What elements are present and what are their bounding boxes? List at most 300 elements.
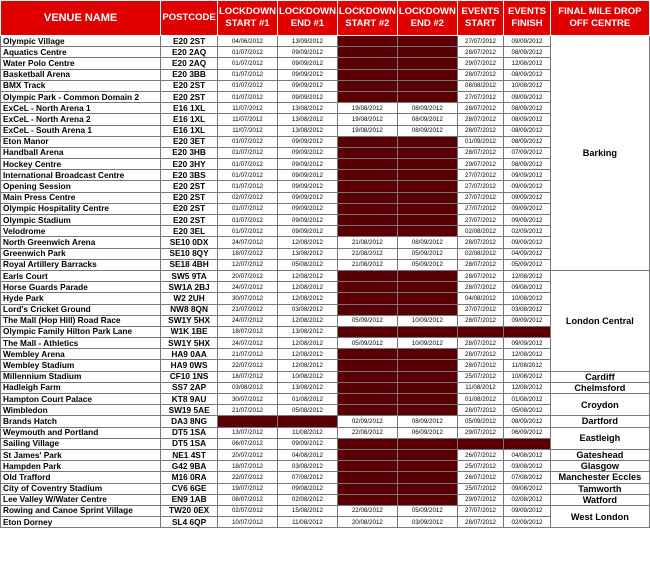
lockdown-start-2-cell: [337, 215, 397, 226]
lockdown-end-2-cell: [397, 282, 457, 293]
venue-cell: Hampden Park: [1, 461, 161, 472]
events-start-cell: 25/07/2012: [457, 371, 504, 382]
header-lockdown-start-2: LOCKDOWN START #2: [337, 1, 397, 36]
lockdown-end-2-cell: [397, 203, 457, 214]
lockdown-end-1-cell: 05/08/2012: [277, 405, 337, 416]
lockdown-end-1-cell: 09/09/2012: [277, 203, 337, 214]
venue-cell: Wembley Stadium: [1, 360, 161, 371]
venue-cell: Hampton Court Palace: [1, 394, 161, 405]
lockdown-start-1-cell: 19/07/2012: [218, 483, 278, 494]
events-finish-cell: 09/09/2012: [504, 192, 551, 203]
lockdown-end-1-cell: 13/08/2012: [277, 326, 337, 337]
events-finish-cell: 09/09/2012: [504, 36, 551, 47]
lockdown-start-1-cell: 13/07/2012: [218, 427, 278, 438]
lockdown-start-1-cell: 22/07/2012: [218, 360, 278, 371]
lockdown-end-1-cell: 13/08/2012: [277, 125, 337, 136]
events-finish-cell: 08/09/2012: [504, 47, 551, 58]
lockdown-end-2-cell: [397, 91, 457, 102]
lockdown-end-2-cell: [397, 181, 457, 192]
lockdown-start-1-cell: 24/07/2012: [218, 338, 278, 349]
lockdown-start-1-cell: 10/07/2012: [218, 517, 278, 528]
events-start-cell: 25/07/2012: [457, 461, 504, 472]
lockdown-start-2-cell: [337, 304, 397, 315]
events-start-cell: 28/07/2012: [457, 405, 504, 416]
postcode-cell: KT8 9AU: [161, 394, 218, 405]
venue-cell: Olympic Park - Common Domain 2: [1, 91, 161, 102]
events-start-cell: 29/07/2012: [457, 159, 504, 170]
lockdown-end-2-cell: 03/09/2012: [397, 517, 457, 528]
events-start-cell: 01/09/2012: [457, 136, 504, 147]
lockdown-end-1-cell: 13/08/2012: [277, 114, 337, 125]
lockdown-start-1-cell: 11/07/2012: [218, 114, 278, 125]
lockdown-start-1-cell: 01/07/2012: [218, 170, 278, 181]
lockdown-end-2-cell: [397, 170, 457, 181]
table-row: [1, 505, 650, 516]
venue-cell: Water Polo Centre: [1, 58, 161, 69]
header-events-finish: EVENTS FINISH: [504, 1, 551, 36]
events-finish-cell: 01/08/2012: [504, 394, 551, 405]
venue-cell: Eton Dorney: [1, 517, 161, 528]
events-start-cell: 27/07/2012: [457, 192, 504, 203]
lockdown-end-1-cell: 09/09/2012: [277, 147, 337, 158]
lockdown-end-2-cell: 10/09/2012: [397, 338, 457, 349]
lockdown-start-1-cell: 02/07/2012: [218, 505, 278, 516]
events-finish-cell: 09/09/2012: [504, 505, 551, 516]
venue-cell: Rowing and Canoe Sprint Village: [1, 505, 161, 516]
events-start-cell: 28/07/2012: [457, 349, 504, 360]
lockdown-end-2-cell: [397, 394, 457, 405]
postcode-cell: SW1A 2BJ: [161, 282, 218, 293]
lockdown-start-2-cell: 22/08/2012: [337, 427, 397, 438]
venue-cell: North Greenwich Arena: [1, 237, 161, 248]
lockdown-start-2-cell: [337, 47, 397, 58]
events-start-cell: 27/07/2012: [457, 203, 504, 214]
events-start-cell: 02/08/2012: [457, 226, 504, 237]
events-start-cell: 28/07/2012: [457, 282, 504, 293]
postcode-cell: W2 2UH: [161, 293, 218, 304]
events-finish-cell: 09/09/2012: [504, 237, 551, 248]
lockdown-start-1-cell: 21/07/2012: [218, 349, 278, 360]
postcode-cell: E20 2ST: [161, 36, 218, 47]
lockdown-start-2-cell: [337, 349, 397, 360]
lockdown-end-1-cell: 09/09/2012: [277, 215, 337, 226]
drop-off-centre-cell: London Central: [550, 270, 649, 371]
lockdown-end-2-cell: [397, 304, 457, 315]
lockdown-start-1-cell: 01/07/2012: [218, 181, 278, 192]
lockdown-end-1-cell: 04/08/2012: [277, 449, 337, 460]
events-start-cell: 28/07/2012: [457, 270, 504, 281]
lockdown-start-2-cell: [337, 147, 397, 158]
lockdown-start-2-cell: [337, 438, 397, 449]
lockdown-end-2-cell: [397, 405, 457, 416]
venue-cell: Wimbledon: [1, 405, 161, 416]
table-row: [1, 36, 650, 47]
events-finish-cell: 08/09/2012: [504, 136, 551, 147]
events-finish-cell: 11/08/2012: [504, 360, 551, 371]
drop-off-centre-cell: West London: [550, 505, 649, 527]
lockdown-start-1-cell: 01/07/2012: [218, 226, 278, 237]
lockdown-end-1-cell: 13/08/2012: [277, 103, 337, 114]
lockdown-end-2-cell: [397, 36, 457, 47]
venue-cell: Wembley Arena: [1, 349, 161, 360]
events-start-cell: 08/08/2012: [457, 80, 504, 91]
events-finish-cell: 10/08/2012: [504, 371, 551, 382]
events-finish-cell: 09/09/2012: [504, 315, 551, 326]
events-finish-cell: 09/08/2012: [504, 483, 551, 494]
lockdown-start-2-cell: [337, 181, 397, 192]
lockdown-start-2-cell: 19/08/2012: [337, 114, 397, 125]
postcode-cell: E20 3ET: [161, 136, 218, 147]
lockdown-start-2-cell: [337, 494, 397, 505]
events-finish-cell: 09/09/2012: [504, 338, 551, 349]
lockdown-start-2-cell: [337, 360, 397, 371]
events-finish-cell: 08/09/2012: [504, 125, 551, 136]
lockdown-end-1-cell: 09/09/2012: [277, 91, 337, 102]
lockdown-start-1-cell: 06/07/2012: [218, 438, 278, 449]
venue-cell: St James' Park: [1, 449, 161, 460]
postcode-cell: SS7 2AP: [161, 382, 218, 393]
table-row: [1, 483, 650, 494]
postcode-cell: DT5 1SA: [161, 438, 218, 449]
drop-off-centre-cell: Barking: [550, 36, 649, 271]
events-finish-cell: 02/09/2012: [504, 226, 551, 237]
lockdown-start-1-cell: 21/07/2012: [218, 405, 278, 416]
drop-off-centre-cell: Tamworth: [550, 483, 649, 494]
table-row: [1, 494, 650, 505]
events-start-cell: 28/07/2012: [457, 259, 504, 270]
lockdown-end-1-cell: 09/08/2012: [277, 483, 337, 494]
events-start-cell: 05/09/2012: [457, 416, 504, 427]
events-start-cell: 27/07/2012: [457, 215, 504, 226]
postcode-cell: G42 9BA: [161, 461, 218, 472]
drop-off-centre-cell: Eastleigh: [550, 427, 649, 449]
lockdown-end-1-cell: 07/08/2012: [277, 472, 337, 483]
events-start-cell: 28/07/2012: [457, 360, 504, 371]
postcode-cell: SW1Y 5HX: [161, 315, 218, 326]
venue-cell: Hyde Park: [1, 293, 161, 304]
events-finish-cell: 09/09/2012: [504, 215, 551, 226]
drop-off-centre-cell: Manchester Eccles: [550, 472, 649, 483]
lockdown-start-1-cell: 01/07/2012: [218, 58, 278, 69]
lockdown-start-1-cell: 24/07/2012: [218, 282, 278, 293]
postcode-cell: SE18 4BH: [161, 259, 218, 270]
table-row: [1, 394, 650, 405]
events-start-cell: 28/07/2012: [457, 237, 504, 248]
events-finish-cell: 06/09/2012: [504, 427, 551, 438]
events-start-cell: 29/07/2012: [457, 427, 504, 438]
lockdown-end-2-cell: [397, 80, 457, 91]
venue-cell: Old Trafford: [1, 472, 161, 483]
venue-cell: Brands Hatch: [1, 416, 161, 427]
events-start-cell: 28/07/2012: [457, 114, 504, 125]
events-finish-cell: 03/08/2012: [504, 461, 551, 472]
lockdown-start-1-cell: 02/07/2012: [218, 192, 278, 203]
postcode-cell: DT5 1SA: [161, 427, 218, 438]
events-finish-cell: 12/08/2012: [504, 382, 551, 393]
lockdown-start-2-cell: [337, 326, 397, 337]
lockdown-end-1-cell: 09/09/2012: [277, 69, 337, 80]
postcode-cell: SE10 8QY: [161, 248, 218, 259]
venue-cell: Lord's Cricket Ground: [1, 304, 161, 315]
postcode-cell: E20 2ST: [161, 181, 218, 192]
lockdown-end-2-cell: [397, 136, 457, 147]
lockdown-start-2-cell: 21/08/2012: [337, 259, 397, 270]
postcode-cell: E20 2AQ: [161, 58, 218, 69]
venue-cell: The Mall - Athletics: [1, 338, 161, 349]
venue-cell: ExCeL - South Arena 1: [1, 125, 161, 136]
lockdown-end-2-cell: [397, 147, 457, 158]
lockdown-start-1-cell: 22/07/2012: [218, 472, 278, 483]
events-start-cell: 29/07/2012: [457, 494, 504, 505]
drop-off-centre-cell: Glasgow: [550, 461, 649, 472]
lockdown-end-2-cell: [397, 215, 457, 226]
events-finish-cell: 08/09/2012: [504, 69, 551, 80]
events-start-cell: 29/07/2012: [457, 58, 504, 69]
lockdown-end-1-cell: 02/08/2012: [277, 494, 337, 505]
lockdown-start-1-cell: 04/06/2012: [218, 36, 278, 47]
lockdown-start-2-cell: [337, 192, 397, 203]
lockdown-end-1-cell: [277, 416, 337, 427]
lockdown-end-2-cell: 08/09/2012: [397, 125, 457, 136]
events-finish-cell: 07/08/2012: [504, 472, 551, 483]
lockdown-start-1-cell: 11/07/2012: [218, 125, 278, 136]
venue-cell: Lee Valley W/Water Centre: [1, 494, 161, 505]
venue-cell: Sailing Village: [1, 438, 161, 449]
lockdown-start-2-cell: [337, 282, 397, 293]
venue-cell: Velodrome: [1, 226, 161, 237]
lockdown-end-2-cell: [397, 293, 457, 304]
events-finish-cell: 12/08/2012: [504, 58, 551, 69]
events-finish-cell: 04/08/2012: [504, 449, 551, 460]
lockdown-end-2-cell: [397, 449, 457, 460]
venue-cell: International Broadcast Centre: [1, 170, 161, 181]
venue-cell: BMX Track: [1, 80, 161, 91]
drop-off-centre-cell: Croydon: [550, 394, 649, 416]
postcode-cell: W1K 1BE: [161, 326, 218, 337]
venue-cell: Basketball Arena: [1, 69, 161, 80]
header-events-start: EVENTS START: [457, 1, 504, 36]
table-body: [1, 36, 650, 528]
events-start-cell: 02/08/2012: [457, 248, 504, 259]
lockdown-end-1-cell: 09/09/2012: [277, 170, 337, 181]
events-start-cell: 25/07/2012: [457, 483, 504, 494]
table-row: [1, 449, 650, 460]
lockdown-start-2-cell: [337, 293, 397, 304]
lockdown-end-2-cell: 10/09/2012: [397, 315, 457, 326]
table-row: [1, 472, 650, 483]
lockdown-end-2-cell: 05/09/2012: [397, 248, 457, 259]
table-row: [1, 382, 650, 393]
lockdown-start-1-cell: 30/07/2012: [218, 394, 278, 405]
lockdown-end-1-cell: 09/09/2012: [277, 47, 337, 58]
lockdown-start-1-cell: 20/07/2012: [218, 270, 278, 281]
lockdown-start-2-cell: [337, 80, 397, 91]
lockdown-end-2-cell: 05/09/2012: [397, 505, 457, 516]
lockdown-end-2-cell: [397, 47, 457, 58]
lockdown-end-1-cell: 15/08/2012: [277, 505, 337, 516]
lockdown-end-1-cell: 12/08/2012: [277, 270, 337, 281]
events-finish-cell: 03/08/2012: [504, 304, 551, 315]
postcode-cell: NW8 8QN: [161, 304, 218, 315]
postcode-cell: E20 2ST: [161, 91, 218, 102]
postcode-cell: E20 2ST: [161, 203, 218, 214]
events-finish-cell: 08/09/2012: [504, 114, 551, 125]
lockdown-start-1-cell: 01/07/2012: [218, 69, 278, 80]
lockdown-end-2-cell: [397, 326, 457, 337]
lockdown-end-1-cell: 12/08/2012: [277, 315, 337, 326]
lockdown-start-2-cell: 20/08/2012: [337, 517, 397, 528]
drop-off-centre-cell: Cardiff: [550, 371, 649, 382]
postcode-cell: E20 3EL: [161, 226, 218, 237]
lockdown-end-1-cell: 05/08/2012: [277, 259, 337, 270]
postcode-cell: NE1 4ST: [161, 449, 218, 460]
lockdown-end-1-cell: 11/08/2012: [277, 517, 337, 528]
lockdown-end-2-cell: [397, 270, 457, 281]
lockdown-end-1-cell: 13/08/2012: [277, 248, 337, 259]
lockdown-end-2-cell: 05/09/2012: [397, 259, 457, 270]
table-row: [1, 461, 650, 472]
lockdown-start-2-cell: [337, 449, 397, 460]
venue-cell: Millennium Stadium: [1, 371, 161, 382]
lockdown-start-2-cell: [337, 58, 397, 69]
events-start-cell: 28/07/2012: [457, 338, 504, 349]
events-start-cell: [457, 438, 504, 449]
lockdown-start-2-cell: [337, 91, 397, 102]
drop-off-centre-cell: Chelmsford: [550, 382, 649, 393]
lockdown-end-1-cell: 09/09/2012: [277, 80, 337, 91]
venue-cell: Royal Artillery Barracks: [1, 259, 161, 270]
lockdown-end-1-cell: 12/08/2012: [277, 338, 337, 349]
events-finish-cell: 10/08/2012: [504, 80, 551, 91]
lockdown-end-1-cell: 09/09/2012: [277, 58, 337, 69]
venue-cell: Olympic Family Hilton Park Lane: [1, 326, 161, 337]
lockdown-start-1-cell: 01/07/2012: [218, 91, 278, 102]
header-drop-off-centre: FINAL MILE DROP OFF CENTRE: [550, 1, 649, 36]
lockdown-end-2-cell: [397, 360, 457, 371]
events-start-cell: 28/07/2012: [457, 315, 504, 326]
lockdown-end-2-cell: 08/09/2012: [397, 114, 457, 125]
events-finish-cell: 08/09/2012: [504, 159, 551, 170]
venue-cell: Earls Court: [1, 270, 161, 281]
lockdown-start-2-cell: [337, 394, 397, 405]
lockdown-end-2-cell: [397, 159, 457, 170]
venue-cell: Opening Session: [1, 181, 161, 192]
lockdown-start-2-cell: 21/08/2012: [337, 237, 397, 248]
events-start-cell: 27/07/2012: [457, 505, 504, 516]
lockdown-start-2-cell: 05/09/2012: [337, 338, 397, 349]
lockdown-start-2-cell: 02/09/2012: [337, 416, 397, 427]
lockdown-end-1-cell: 03/08/2012: [277, 461, 337, 472]
postcode-cell: HA9 0WS: [161, 360, 218, 371]
lockdown-end-1-cell: 13/09/2012: [277, 36, 337, 47]
postcode-cell: SL4 6QP: [161, 517, 218, 528]
lockdown-start-2-cell: [337, 170, 397, 181]
events-start-cell: [457, 326, 504, 337]
header-lockdown-end-1: LOCKDOWN END #1: [277, 1, 337, 36]
lockdown-start-1-cell: 11/07/2012: [218, 103, 278, 114]
lockdown-start-1-cell: 01/07/2012: [218, 147, 278, 158]
lockdown-start-1-cell: 30/07/2012: [218, 293, 278, 304]
drop-off-centre-cell: Watford: [550, 494, 649, 505]
table-row: [1, 371, 650, 382]
lockdown-start-1-cell: 01/07/2012: [218, 159, 278, 170]
lockdown-start-1-cell: 01/07/2012: [218, 215, 278, 226]
postcode-cell: SW19 5AE: [161, 405, 218, 416]
lockdown-end-2-cell: [397, 371, 457, 382]
lockdown-start-1-cell: 08/07/2012: [218, 494, 278, 505]
events-finish-cell: 09/08/2012: [504, 282, 551, 293]
lockdown-end-1-cell: 09/09/2012: [277, 159, 337, 170]
lockdown-end-1-cell: 09/09/2012: [277, 226, 337, 237]
events-start-cell: 26/07/2012: [457, 472, 504, 483]
postcode-cell: E20 3BB: [161, 69, 218, 80]
events-start-cell: 26/07/2012: [457, 449, 504, 460]
lockdown-start-2-cell: [337, 203, 397, 214]
postcode-cell: M16 0RA: [161, 472, 218, 483]
events-finish-cell: 12/08/2012: [504, 270, 551, 281]
postcode-cell: E20 2AQ: [161, 47, 218, 58]
lockdown-end-1-cell: 09/09/2012: [277, 438, 337, 449]
postcode-cell: CV6 6GE: [161, 483, 218, 494]
lockdown-start-2-cell: 22/08/2012: [337, 505, 397, 516]
lockdown-start-2-cell: [337, 405, 397, 416]
header-row: [1, 1, 650, 36]
venue-cell: Handball Arena: [1, 147, 161, 158]
lockdown-start-2-cell: 19/08/2012: [337, 103, 397, 114]
events-start-cell: 27/07/2012: [457, 36, 504, 47]
postcode-cell: TW20 0EX: [161, 505, 218, 516]
lockdown-end-1-cell: 09/09/2012: [277, 192, 337, 203]
lockdown-end-1-cell: 12/08/2012: [277, 237, 337, 248]
lockdown-start-1-cell: 20/07/2012: [218, 449, 278, 460]
lockdown-end-2-cell: 06/09/2012: [397, 427, 457, 438]
table-row: [1, 427, 650, 438]
lockdown-start-1-cell: 01/07/2012: [218, 203, 278, 214]
postcode-cell: E16 1XL: [161, 103, 218, 114]
postcode-cell: EN9 1AB: [161, 494, 218, 505]
events-start-cell: 04/08/2012: [457, 293, 504, 304]
postcode-cell: E20 2ST: [161, 80, 218, 91]
lockdown-start-1-cell: 24/07/2012: [218, 237, 278, 248]
events-start-cell: 01/08/2012: [457, 394, 504, 405]
table-row: [1, 416, 650, 427]
lockdown-end-2-cell: [397, 472, 457, 483]
lockdown-start-1-cell: 12/07/2012: [218, 259, 278, 270]
lockdown-end-1-cell: 03/08/2012: [277, 304, 337, 315]
events-finish-cell: 09/09/2012: [504, 203, 551, 214]
lockdown-start-1-cell: 03/08/2012: [218, 382, 278, 393]
events-finish-cell: 08/09/2012: [504, 103, 551, 114]
lockdown-start-2-cell: [337, 270, 397, 281]
lockdown-start-1-cell: 18/07/2012: [218, 248, 278, 259]
header-venue-name: VENUE NAME: [1, 1, 161, 36]
postcode-cell: E20 2ST: [161, 215, 218, 226]
events-start-cell: 28/07/2012: [457, 103, 504, 114]
venue-cell: ExCeL - North Arena 2: [1, 114, 161, 125]
drop-off-centre-cell: Dartford: [550, 416, 649, 427]
lockdown-end-1-cell: 12/08/2012: [277, 282, 337, 293]
events-finish-cell: 04/09/2012: [504, 248, 551, 259]
postcode-cell: HA9 0AA: [161, 349, 218, 360]
lockdown-end-2-cell: [397, 461, 457, 472]
lockdown-end-2-cell: 08/09/2012: [397, 416, 457, 427]
events-finish-cell: 07/09/2012: [504, 147, 551, 158]
lockdown-end-1-cell: 01/08/2012: [277, 394, 337, 405]
events-finish-cell: 12/08/2012: [504, 349, 551, 360]
header-lockdown-start-1: LOCKDOWN START #1: [218, 1, 278, 36]
venue-cell: Eton Manor: [1, 136, 161, 147]
lockdown-start-2-cell: [337, 461, 397, 472]
